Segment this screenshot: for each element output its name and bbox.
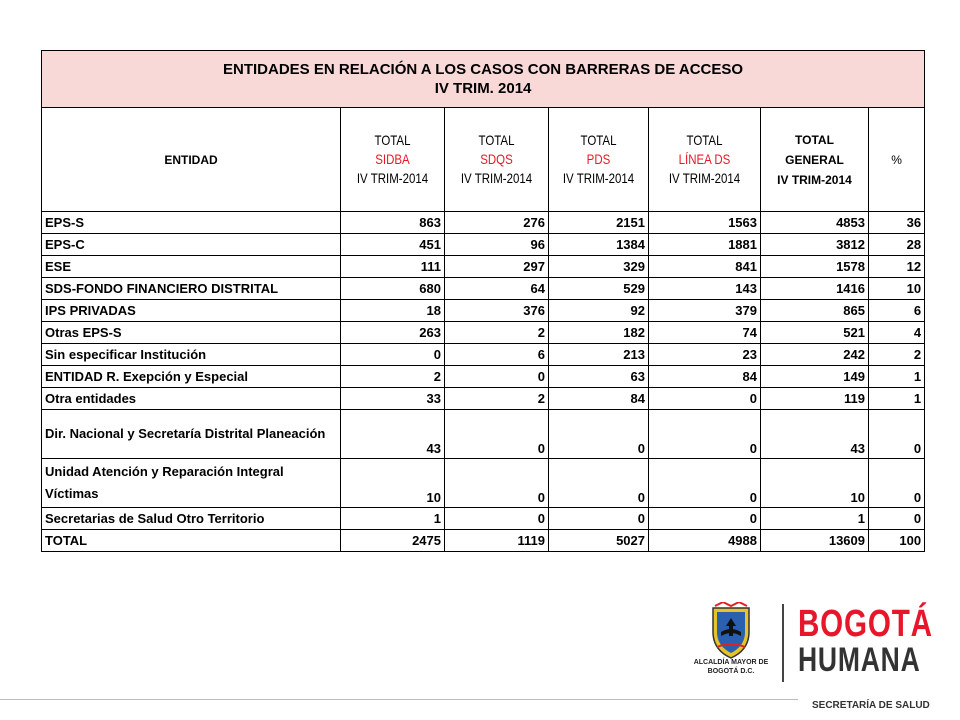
cell-general: 4853 [761, 212, 869, 234]
table-body [42, 212, 925, 552]
total-row [42, 530, 925, 552]
alcaldia-logo [690, 598, 772, 686]
cell-linea: 74 [649, 322, 761, 344]
cell-general: 149 [761, 366, 869, 388]
header-linea-l2: LÍNEA DS [678, 151, 731, 167]
cell-linea: 841 [649, 256, 761, 278]
cell-general: 1 [761, 508, 869, 530]
cell-entidad: IPS PRIVADAS [42, 300, 341, 322]
cell-sdqs: 2 [445, 322, 549, 344]
humana-text: HUMANA [798, 641, 921, 679]
header-pds-l1: TOTAL [580, 132, 617, 148]
cell-linea: 1881 [649, 234, 761, 256]
cell-pds: 84 [549, 388, 649, 410]
cell-sdqs: 0 [445, 366, 549, 388]
header-sidba-l3: IV TRIM-2014 [356, 170, 429, 186]
header-sidba [341, 108, 445, 212]
cell-sdqs: 0 [445, 459, 549, 508]
cell-linea: 1563 [649, 212, 761, 234]
cell-sidba: 2475 [341, 530, 445, 552]
cell-pds: 0 [549, 459, 649, 508]
cell-general: 13609 [761, 530, 869, 552]
cell-entidad: Secretarias de Salud Otro Territorio [42, 508, 341, 530]
cell-general: 865 [761, 300, 869, 322]
cell-sidba: 10 [341, 459, 445, 508]
alcaldia-text: ALCALDÍA MAYOR DE BOGOTÁ D.C. [693, 659, 769, 675]
cell-pct: 10 [869, 278, 925, 300]
cell-entidad: Dir. Nacional y Secretaría Distrital Planeación [42, 410, 341, 459]
cell-pds: 92 [549, 300, 649, 322]
header-sdqs-l1: TOTAL [478, 132, 515, 148]
cell-general: 1416 [761, 278, 869, 300]
cell-sidba: 680 [341, 278, 445, 300]
cell-general: 119 [761, 388, 869, 410]
cell-pct: 0 [869, 410, 925, 459]
header-sdqs [445, 108, 549, 212]
cell-linea: 0 [649, 459, 761, 508]
cell-sidba: 43 [341, 410, 445, 459]
cell-pds: 2151 [549, 212, 649, 234]
cell-sidba: 1 [341, 508, 445, 530]
cell-entidad: Sin especificar Institución [42, 344, 341, 366]
cell-pds: 329 [549, 256, 649, 278]
cell-entidad: Unidad Atención y Reparación Integral Víctimas [42, 459, 341, 508]
cell-entidad: Otra entidades [42, 388, 341, 410]
cell-sdqs: 1119 [445, 530, 549, 552]
cell-general: 242 [761, 344, 869, 366]
cell-entidad: EPS-S [42, 212, 341, 234]
cell-pds: 0 [549, 410, 649, 459]
cell-general: 521 [761, 322, 869, 344]
cell-linea: 4988 [649, 530, 761, 552]
header-general [761, 108, 869, 212]
header-linea-l1: TOTAL [686, 132, 723, 148]
cell-pds: 213 [549, 344, 649, 366]
cell-sdqs: 276 [445, 212, 549, 234]
logos [690, 598, 940, 688]
cell-entidad: ESE [42, 256, 341, 278]
cell-general: 10 [761, 459, 869, 508]
cell-sdqs: 0 [445, 508, 549, 530]
bogota-humana-logo [798, 604, 938, 684]
cell-sdqs: 6 [445, 344, 549, 366]
table-row [42, 388, 925, 410]
cell-pct: 12 [869, 256, 925, 278]
cell-linea: 379 [649, 300, 761, 322]
cell-entidad: ENTIDAD R. Exepción y Especial [42, 366, 341, 388]
cell-pct: 4 [869, 322, 925, 344]
header-row [42, 108, 925, 212]
coat-of-arms-icon [707, 602, 755, 660]
cell-linea: 0 [649, 410, 761, 459]
header-sdqs-l3: IV TRIM-2014 [460, 170, 533, 186]
cell-pct: 36 [869, 212, 925, 234]
cell-sidba: 0 [341, 344, 445, 366]
cell-sdqs: 96 [445, 234, 549, 256]
cell-general: 3812 [761, 234, 869, 256]
table-row [42, 366, 925, 388]
table-row [42, 508, 925, 530]
header-sdqs-l2: SDQS [480, 151, 513, 167]
cell-pct: 0 [869, 508, 925, 530]
cell-linea: 0 [649, 508, 761, 530]
table-row [42, 344, 925, 366]
table-row [42, 212, 925, 234]
cell-linea: 23 [649, 344, 761, 366]
table-row [42, 322, 925, 344]
cell-linea: 0 [649, 388, 761, 410]
cell-pct: 1 [869, 388, 925, 410]
cell-general: 1578 [761, 256, 869, 278]
header-linea-l3: IV TRIM-2014 [668, 170, 741, 186]
footer-divider [0, 699, 798, 700]
table-title [42, 51, 925, 108]
header-pct: % [869, 108, 925, 212]
table-title-line1: ENTIDADES EN RELACIÓN A LOS CASOS CON BARRERAS DE ACCESO [223, 61, 744, 78]
header-sidba-l2: SIDBA [375, 151, 410, 167]
cell-pct: 6 [869, 300, 925, 322]
cell-sdqs: 376 [445, 300, 549, 322]
cell-entidad: TOTAL [42, 530, 341, 552]
logo-divider [782, 604, 784, 682]
cell-pds: 0 [549, 508, 649, 530]
footer-label: SECRETARÍA DE SALUD [812, 700, 930, 711]
cell-entidad: EPS-C [42, 234, 341, 256]
cell-sidba: 451 [341, 234, 445, 256]
header-general-l1: TOTAL [795, 132, 834, 147]
header-entidad: ENTIDAD [42, 108, 341, 212]
header-pds-l3: IV TRIM-2014 [562, 170, 635, 186]
table-row [42, 278, 925, 300]
cell-sidba: 263 [341, 322, 445, 344]
table-row [42, 256, 925, 278]
header-general-l3: IV TRIM-2014 [777, 172, 852, 187]
cell-pct: 0 [869, 459, 925, 508]
cell-sdqs: 0 [445, 410, 549, 459]
cell-pct: 2 [869, 344, 925, 366]
bogota-text: BOGOTÁ [798, 603, 933, 645]
header-pds-l2: PDS [586, 151, 611, 167]
cell-sidba: 18 [341, 300, 445, 322]
header-pds [549, 108, 649, 212]
cell-sidba: 33 [341, 388, 445, 410]
cell-entidad: SDS-FONDO FINANCIERO DISTRITAL [42, 278, 341, 300]
cell-pds: 1384 [549, 234, 649, 256]
cell-entidad: Otras EPS-S [42, 322, 341, 344]
cell-sidba: 111 [341, 256, 445, 278]
table-row [42, 300, 925, 322]
cell-pds: 182 [549, 322, 649, 344]
table-row [42, 410, 925, 459]
table-title-line2: IV TRIM. 2014 [434, 80, 532, 97]
cell-linea: 143 [649, 278, 761, 300]
header-general-l2: GENERAL [785, 152, 844, 167]
cell-sdqs: 64 [445, 278, 549, 300]
cell-pds: 63 [549, 366, 649, 388]
cell-pct: 1 [869, 366, 925, 388]
cell-sdqs: 2 [445, 388, 549, 410]
cell-sdqs: 297 [445, 256, 549, 278]
cell-pct: 100 [869, 530, 925, 552]
header-linea [649, 108, 761, 212]
cell-pct: 28 [869, 234, 925, 256]
header-sidba-l1: TOTAL [374, 132, 411, 148]
cell-sidba: 863 [341, 212, 445, 234]
cell-sidba: 2 [341, 366, 445, 388]
cell-linea: 84 [649, 366, 761, 388]
cell-pds: 5027 [549, 530, 649, 552]
entities-table [41, 50, 925, 552]
table-row [42, 234, 925, 256]
cell-pds: 529 [549, 278, 649, 300]
table-row [42, 459, 925, 508]
cell-general: 43 [761, 410, 869, 459]
